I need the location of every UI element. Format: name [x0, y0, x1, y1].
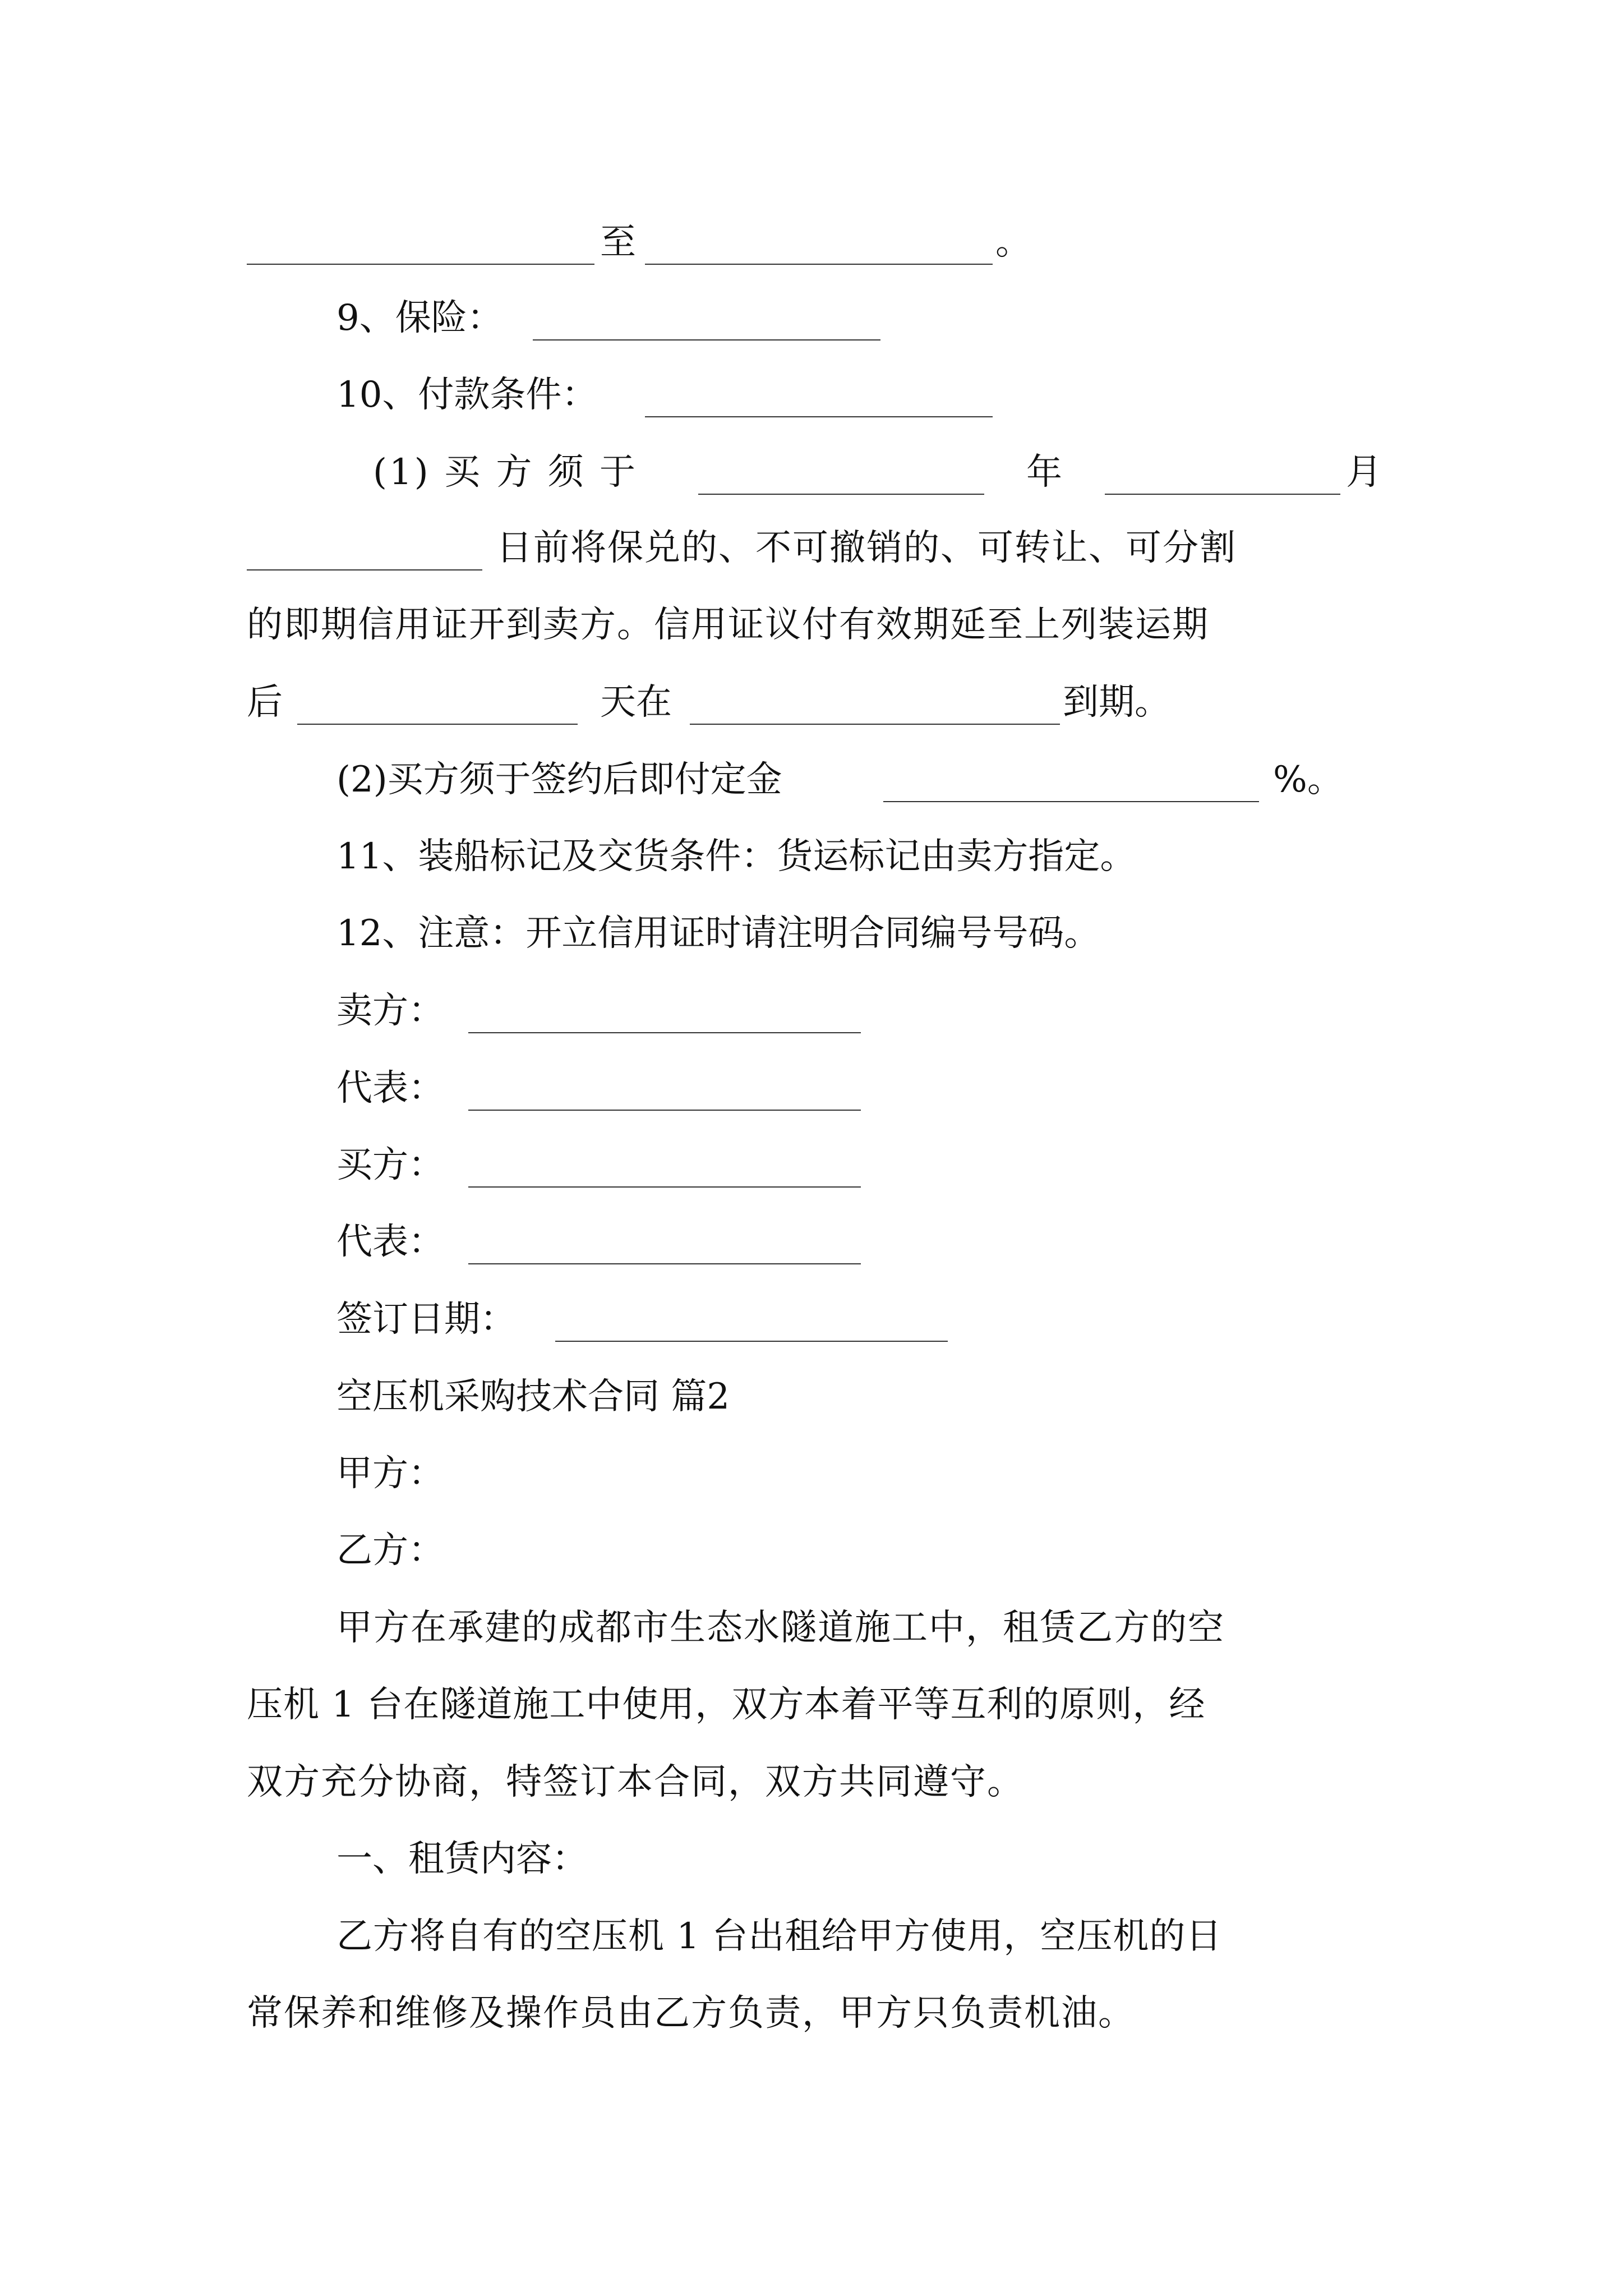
- seller-blank: [468, 1032, 861, 1033]
- blank-field: [645, 416, 993, 417]
- paragraph-line: 压机 1 台在隧道施工中使用，双方本着平等互利的原则，经: [247, 1684, 1206, 1726]
- blank-field: [698, 494, 984, 495]
- clause-11: 11、装船标记及交货条件：货运标记由卖方指定。: [336, 836, 1136, 877]
- buyer-label: 买方：: [336, 1144, 444, 1186]
- clause-10-2: (2)买方须于签约后即付定金: [336, 759, 782, 800]
- paragraph-line: 甲方在承建的成都市生态水隧道施工中，租赁乙方的空: [336, 1607, 1225, 1649]
- party-a-label: 甲方：: [336, 1453, 444, 1494]
- text-days-at: 天在: [600, 682, 672, 723]
- text-percent: %。: [1273, 759, 1343, 800]
- clause-10-1-text: 的即期信用证开到卖方。信用证议付有效期延至上列装运期: [247, 604, 1209, 646]
- text-period: 。: [995, 222, 1031, 263]
- clause-10-1-text: 日前将保兑的、不可撤销的、可转让、可分割: [496, 527, 1237, 569]
- blank-field: [247, 569, 482, 570]
- clause-12: 12、注意：开立信用证时请注明合同编号号码。: [336, 913, 1100, 954]
- text-expire: 到期。: [1063, 682, 1170, 723]
- seller-representative-blank: [468, 1110, 861, 1111]
- paragraph-line: 常保养和维修及操作员由乙方负责，甲方只负责机油。: [247, 1993, 1135, 2034]
- paragraph-line: 乙方将自有的空压机 1 台出租给甲方使用，空压机的日: [336, 1916, 1223, 1957]
- blank-field: [1105, 494, 1340, 495]
- buyer-blank: [468, 1186, 861, 1188]
- blank-field: [533, 339, 880, 341]
- blank-field: [297, 724, 578, 725]
- clause-9-insurance: 9、保险：: [336, 297, 503, 339]
- subheading-lease-content: 一、租赁内容：: [336, 1838, 588, 1880]
- seller-label: 卖方：: [336, 990, 444, 1032]
- signing-date-blank: [555, 1341, 948, 1342]
- buyer-representative-blank: [468, 1263, 861, 1264]
- blank-field: [883, 801, 1259, 802]
- seller-representative-label: 代表：: [336, 1068, 444, 1109]
- party-b-label: 乙方：: [336, 1530, 444, 1571]
- text-year: 年: [1026, 452, 1062, 493]
- blank-field: [247, 264, 594, 265]
- paragraph-line: 双方充分协商，特签订本合同，双方共同遵守。: [247, 1761, 1024, 1803]
- buyer-representative-label: 代表：: [336, 1221, 444, 1263]
- signing-date-label: 签订日期：: [336, 1299, 516, 1340]
- clause-10-payment: 10、付款条件：: [336, 374, 598, 416]
- text-to: 至: [600, 222, 636, 263]
- blank-field: [690, 724, 1060, 725]
- text-after: 后: [247, 682, 283, 723]
- clause-10-1-start: (1) 买 方 须 于: [373, 452, 638, 493]
- blank-field: [645, 264, 993, 265]
- section-title: 空压机采购技术合同 篇2: [336, 1376, 730, 1418]
- text-month: 月: [1346, 452, 1382, 493]
